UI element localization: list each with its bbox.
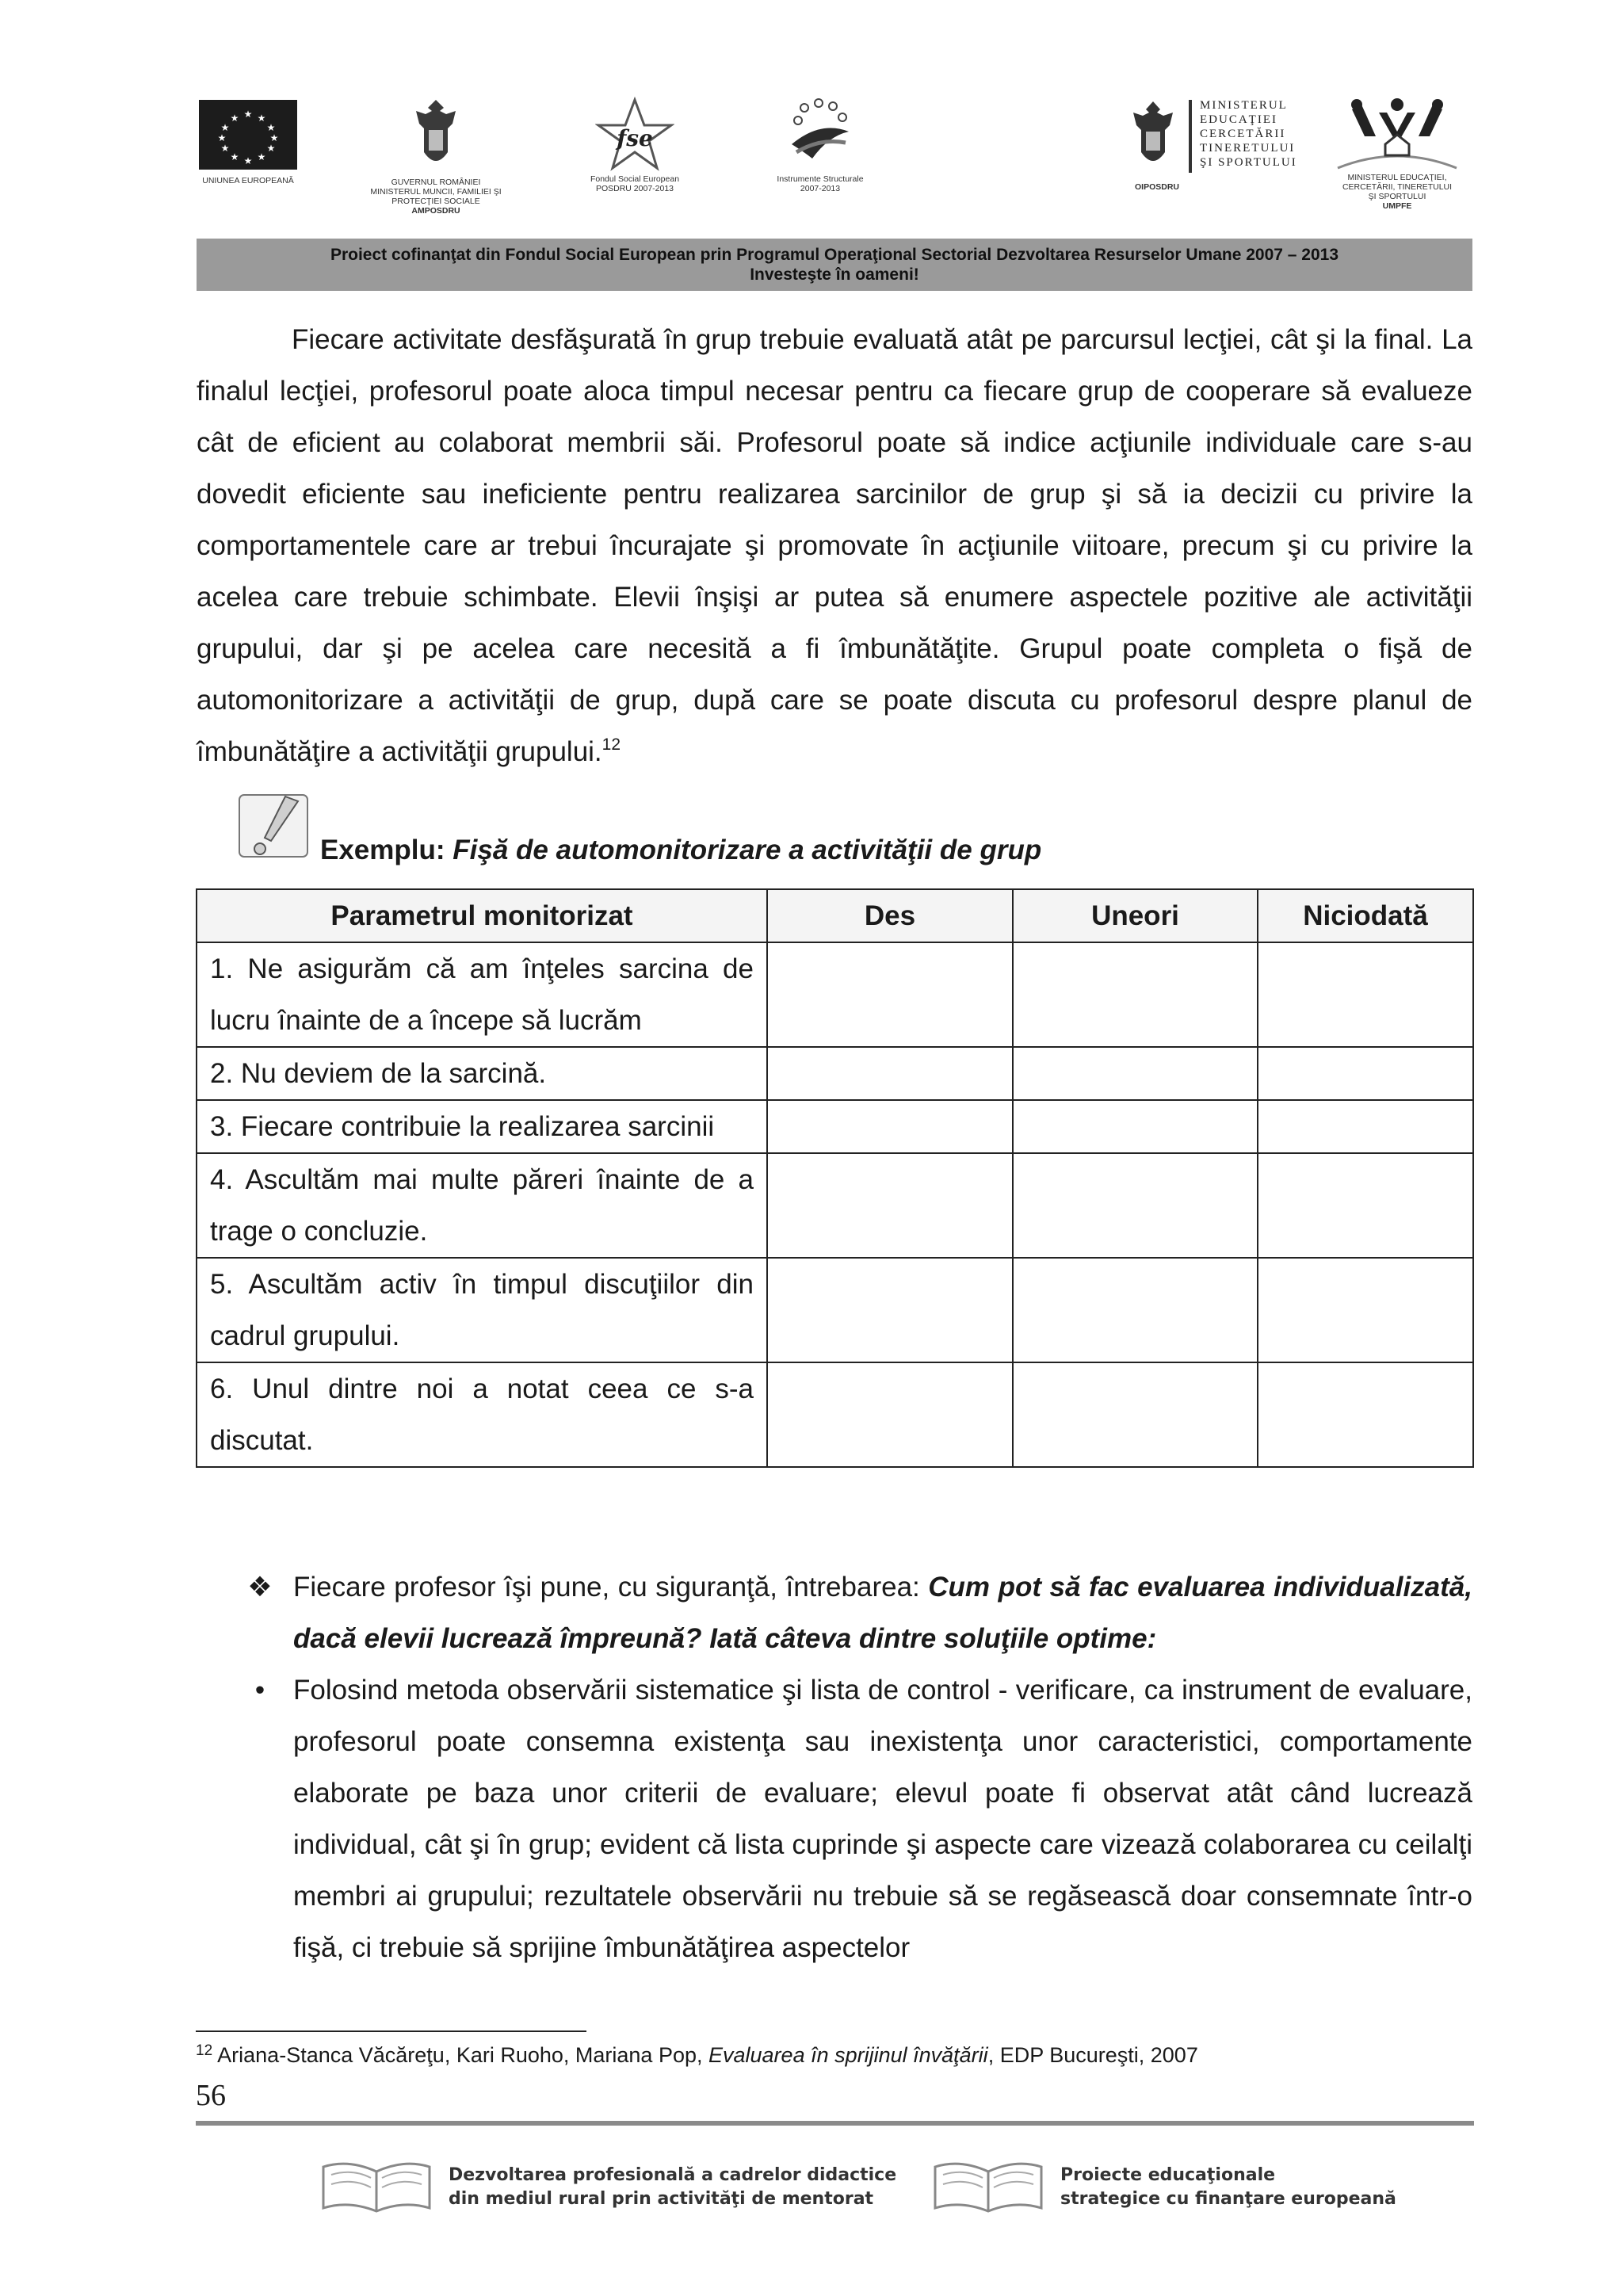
question-intro: Fiecare profesor îşi pune, cu siguranţă, întrebarea: xyxy=(293,1572,929,1603)
svg-text:★: ★ xyxy=(230,113,239,124)
table-header-row xyxy=(197,889,1473,942)
parameter-cell: 1. Ne asigurăm că am înţeles sarcina de lucru înainte de a începe să lucrăm xyxy=(197,942,767,1047)
table-row xyxy=(197,1153,1473,1258)
coat-of-arms-icon xyxy=(408,97,464,173)
question-bullet xyxy=(247,1561,1472,1664)
eu-flag-icon xyxy=(199,100,297,170)
header-parameter: Parametrul monitorizat xyxy=(197,889,767,942)
ministry-line-4: TINERETULUI xyxy=(1200,142,1296,155)
table-row xyxy=(197,1100,1473,1153)
often-cell[interactable] xyxy=(767,1047,1013,1100)
footnote-reference[interactable]: 12 xyxy=(601,735,621,754)
eu-caption: UNIUNEA EUROPEANĂ xyxy=(202,176,294,185)
sometimes-cell[interactable] xyxy=(1013,1047,1258,1100)
project-banner xyxy=(197,239,1472,291)
gov-caption-1: GUVERNUL ROMÂNIEI xyxy=(391,178,481,187)
gov-caption-bold: AMPOSDRU xyxy=(411,206,460,216)
exclamation-note-icon xyxy=(236,789,312,860)
banner-line-1: Proiect cofinanţat din Fondul Social European prin Programul Operaţional Sectorial Dezvoltarea Resurselor Umane 2007 – 2013 xyxy=(330,246,1339,264)
sometimes-cell[interactable] xyxy=(1013,1258,1258,1362)
footer-right xyxy=(929,2156,1420,2227)
table-row xyxy=(197,1258,1473,1362)
sometimes-cell[interactable] xyxy=(1013,1153,1258,1258)
often-cell[interactable] xyxy=(767,1100,1013,1153)
ministry-crest-icon xyxy=(1127,100,1179,171)
gov-caption-3: PROTECŢIEI SOCIALE xyxy=(391,197,480,206)
oiposdru-caption: OIPOSDRU xyxy=(1135,182,1180,192)
fse-star-icon xyxy=(595,97,674,173)
never-cell[interactable] xyxy=(1258,1258,1473,1362)
eu-logo xyxy=(197,100,300,185)
sometimes-cell[interactable] xyxy=(1013,1100,1258,1153)
fse-logo xyxy=(575,97,694,193)
parameter-cell: 5. Ascultăm activ în timpul discuţiilor din cadrul grupului. xyxy=(197,1258,767,1362)
footnote-separator xyxy=(196,2030,586,2032)
diamond-bullet-icon: ❖ xyxy=(247,1572,273,1603)
footer-left xyxy=(317,2156,897,2227)
intro-text: Fiecare activitate desfăşurată în grup trebuie evaluată atât pe parcursul lecţiei, cât şi la final. La finalul lecţiei, profesorul poate aloca timpul necesar pentru ca fiecare grup de cooperare să evalueze cât de eficient au colaborat membrii săi. Profesorul poate să indice acţiunile individuale care s-au dovedit eficiente sau ineficiente pentru realizarea sarcinilor de grup şi să ia decizii cu privire la comportamentele care ar trebui încurajate şi promovate în acţiunile viitoare, precum şi cu privire la acelea care trebuie schimbate. Elevii înşişi ar putea să enumere aspectele pozitive ale activităţii grupului, dar şi pe acelea care necesită a fi îmbunătăţite. Grupul poate completa o fişă de automonitorizare a activităţii de grup, după care se poate discuta cu profesorul despre planul de îmbunătăţire a activităţii grupului. xyxy=(197,324,1472,767)
header-sometimes: Uneori xyxy=(1013,889,1258,942)
structural-instruments-logo xyxy=(761,97,880,193)
footnote-number: 12 xyxy=(196,2042,213,2059)
umpfe-logo xyxy=(1322,97,1472,211)
footnote xyxy=(196,2042,1198,2069)
svg-text:★: ★ xyxy=(217,132,227,143)
umpfe-caption-2: CERCETĂRII, TINERETULUI xyxy=(1342,182,1453,192)
fse-caption-2: POSDRU 2007-2013 xyxy=(595,184,674,193)
header-never: Niciodată xyxy=(1258,889,1473,942)
table-row xyxy=(197,1047,1473,1100)
often-cell[interactable] xyxy=(767,942,1013,1047)
svg-text:★: ★ xyxy=(266,143,276,154)
svg-text:★: ★ xyxy=(220,143,230,154)
umpfe-caption-bold: UMPFE xyxy=(1382,201,1412,211)
never-cell[interactable] xyxy=(1258,1047,1473,1100)
parameter-cell: 3. Fiecare contribuie la realizarea sarcinii xyxy=(197,1100,767,1153)
footer-right-line-2: strategice cu finanţare europeană xyxy=(1060,2189,1396,2209)
parameter-cell: 4. Ascultăm mai multe păreri înainte de a trage o concluzie. xyxy=(197,1153,767,1258)
table-row xyxy=(197,942,1473,1047)
example-heading xyxy=(320,834,1041,867)
table-row xyxy=(197,1362,1473,1467)
svg-text:★: ★ xyxy=(269,132,279,143)
svg-text:★: ★ xyxy=(257,151,266,162)
svg-text:fse: fse xyxy=(617,125,653,151)
footnote-authors: Ariana-Stanca Văcăreţu, Kari Ruoho, Mariana Pop, xyxy=(217,2043,708,2067)
never-cell[interactable] xyxy=(1258,1153,1473,1258)
parameter-cell: 2. Nu deviem de la sarcină. xyxy=(197,1047,767,1100)
sometimes-cell[interactable] xyxy=(1013,942,1258,1047)
never-cell[interactable] xyxy=(1258,942,1473,1047)
footer-separator xyxy=(196,2121,1474,2126)
example-title: Fişă de automonitorizare a activităţii de grup xyxy=(453,835,1042,865)
example-label: Exemplu: xyxy=(320,835,445,865)
footer-right-line-1: Proiecte educaţionale xyxy=(1060,2165,1276,2185)
never-cell[interactable] xyxy=(1258,1362,1473,1467)
is-caption-1: Instrumente Structurale xyxy=(777,174,864,184)
ministry-line-3: CERCETĂRII xyxy=(1200,128,1286,140)
gov-caption-2: MINISTERUL MUNCII, FAMILIEI ŞI xyxy=(370,187,502,197)
page-number: 56 xyxy=(196,2079,226,2112)
open-book-icon xyxy=(317,2156,436,2216)
often-cell[interactable] xyxy=(767,1362,1013,1467)
ministry-line-2: EDUCAŢIEI xyxy=(1200,113,1277,126)
intro-paragraph xyxy=(197,314,1472,777)
footer-left-line-1: Dezvoltarea profesională a cadrelor didactice xyxy=(449,2165,897,2185)
observation-text: Folosind metoda observării sistematice şi lista de control - verificare, ca instrument de evaluare, profesorul poate consemna existenţa sau inexistenţa unor caracteristici, comportamente elaborate pe baza unor criterii de evaluare; elevul poate fi observat atât când lucrează individual, cât şi în grup; evident că lista cuprinde şi aspecte care vizează colaborarea cu ceilalţi membri ai grupului; rezultatele observării nu trebuie să se regăsească doar consemnate într-o fişă, ci trebuie să sprijine îmbunătăţirea aspectelor xyxy=(293,1675,1472,1963)
structural-instruments-icon xyxy=(781,97,860,173)
open-book-icon xyxy=(929,2156,1048,2216)
svg-text:★: ★ xyxy=(220,122,230,133)
often-cell[interactable] xyxy=(767,1258,1013,1362)
gov-logo xyxy=(361,97,511,216)
svg-text:★: ★ xyxy=(230,151,239,162)
often-cell[interactable] xyxy=(767,1153,1013,1258)
umpfe-caption-3: ŞI SPORTULUI xyxy=(1368,192,1426,201)
svg-text:★: ★ xyxy=(266,122,276,133)
umpfe-caption-1: MINISTERUL EDUCAŢIEI, xyxy=(1347,173,1447,182)
footer-left-line-2: din mediul rural prin activităţi de mentorat xyxy=(449,2189,874,2209)
footnote-title: Evaluarea în sprijinul învăţării xyxy=(708,2043,988,2067)
monitoring-table xyxy=(196,888,1474,1468)
observation-bullet xyxy=(254,1664,1472,1973)
question-emphasis: Cum pot să fac evaluarea individualizată, dacă elevii lucrează împreună? Iată câteva dintre soluţiile optime: xyxy=(293,1572,1472,1654)
parameter-cell: 6. Unul dintre noi a notat ceea ce s-a discutat. xyxy=(197,1362,767,1467)
sometimes-cell[interactable] xyxy=(1013,1362,1258,1467)
footnote-publisher: , EDP Bucureşti, 2007 xyxy=(987,2043,1198,2067)
svg-text:★: ★ xyxy=(243,155,253,166)
fse-caption-1: Fondul Social European xyxy=(590,174,680,184)
banner-line-2: Investeşte în oameni! xyxy=(750,266,919,284)
svg-text:★: ★ xyxy=(257,113,266,124)
svg-text:★: ★ xyxy=(243,109,253,120)
header-often: Des xyxy=(767,889,1013,942)
ministry-line-5: ŞI SPORTULUI xyxy=(1200,156,1297,169)
dot-bullet-icon: • xyxy=(254,1675,265,1706)
is-caption-2: 2007-2013 xyxy=(800,184,841,193)
umpfe-figures-icon xyxy=(1330,97,1465,170)
never-cell[interactable] xyxy=(1258,1100,1473,1153)
ministry-line-1: MINISTERUL xyxy=(1200,99,1288,112)
